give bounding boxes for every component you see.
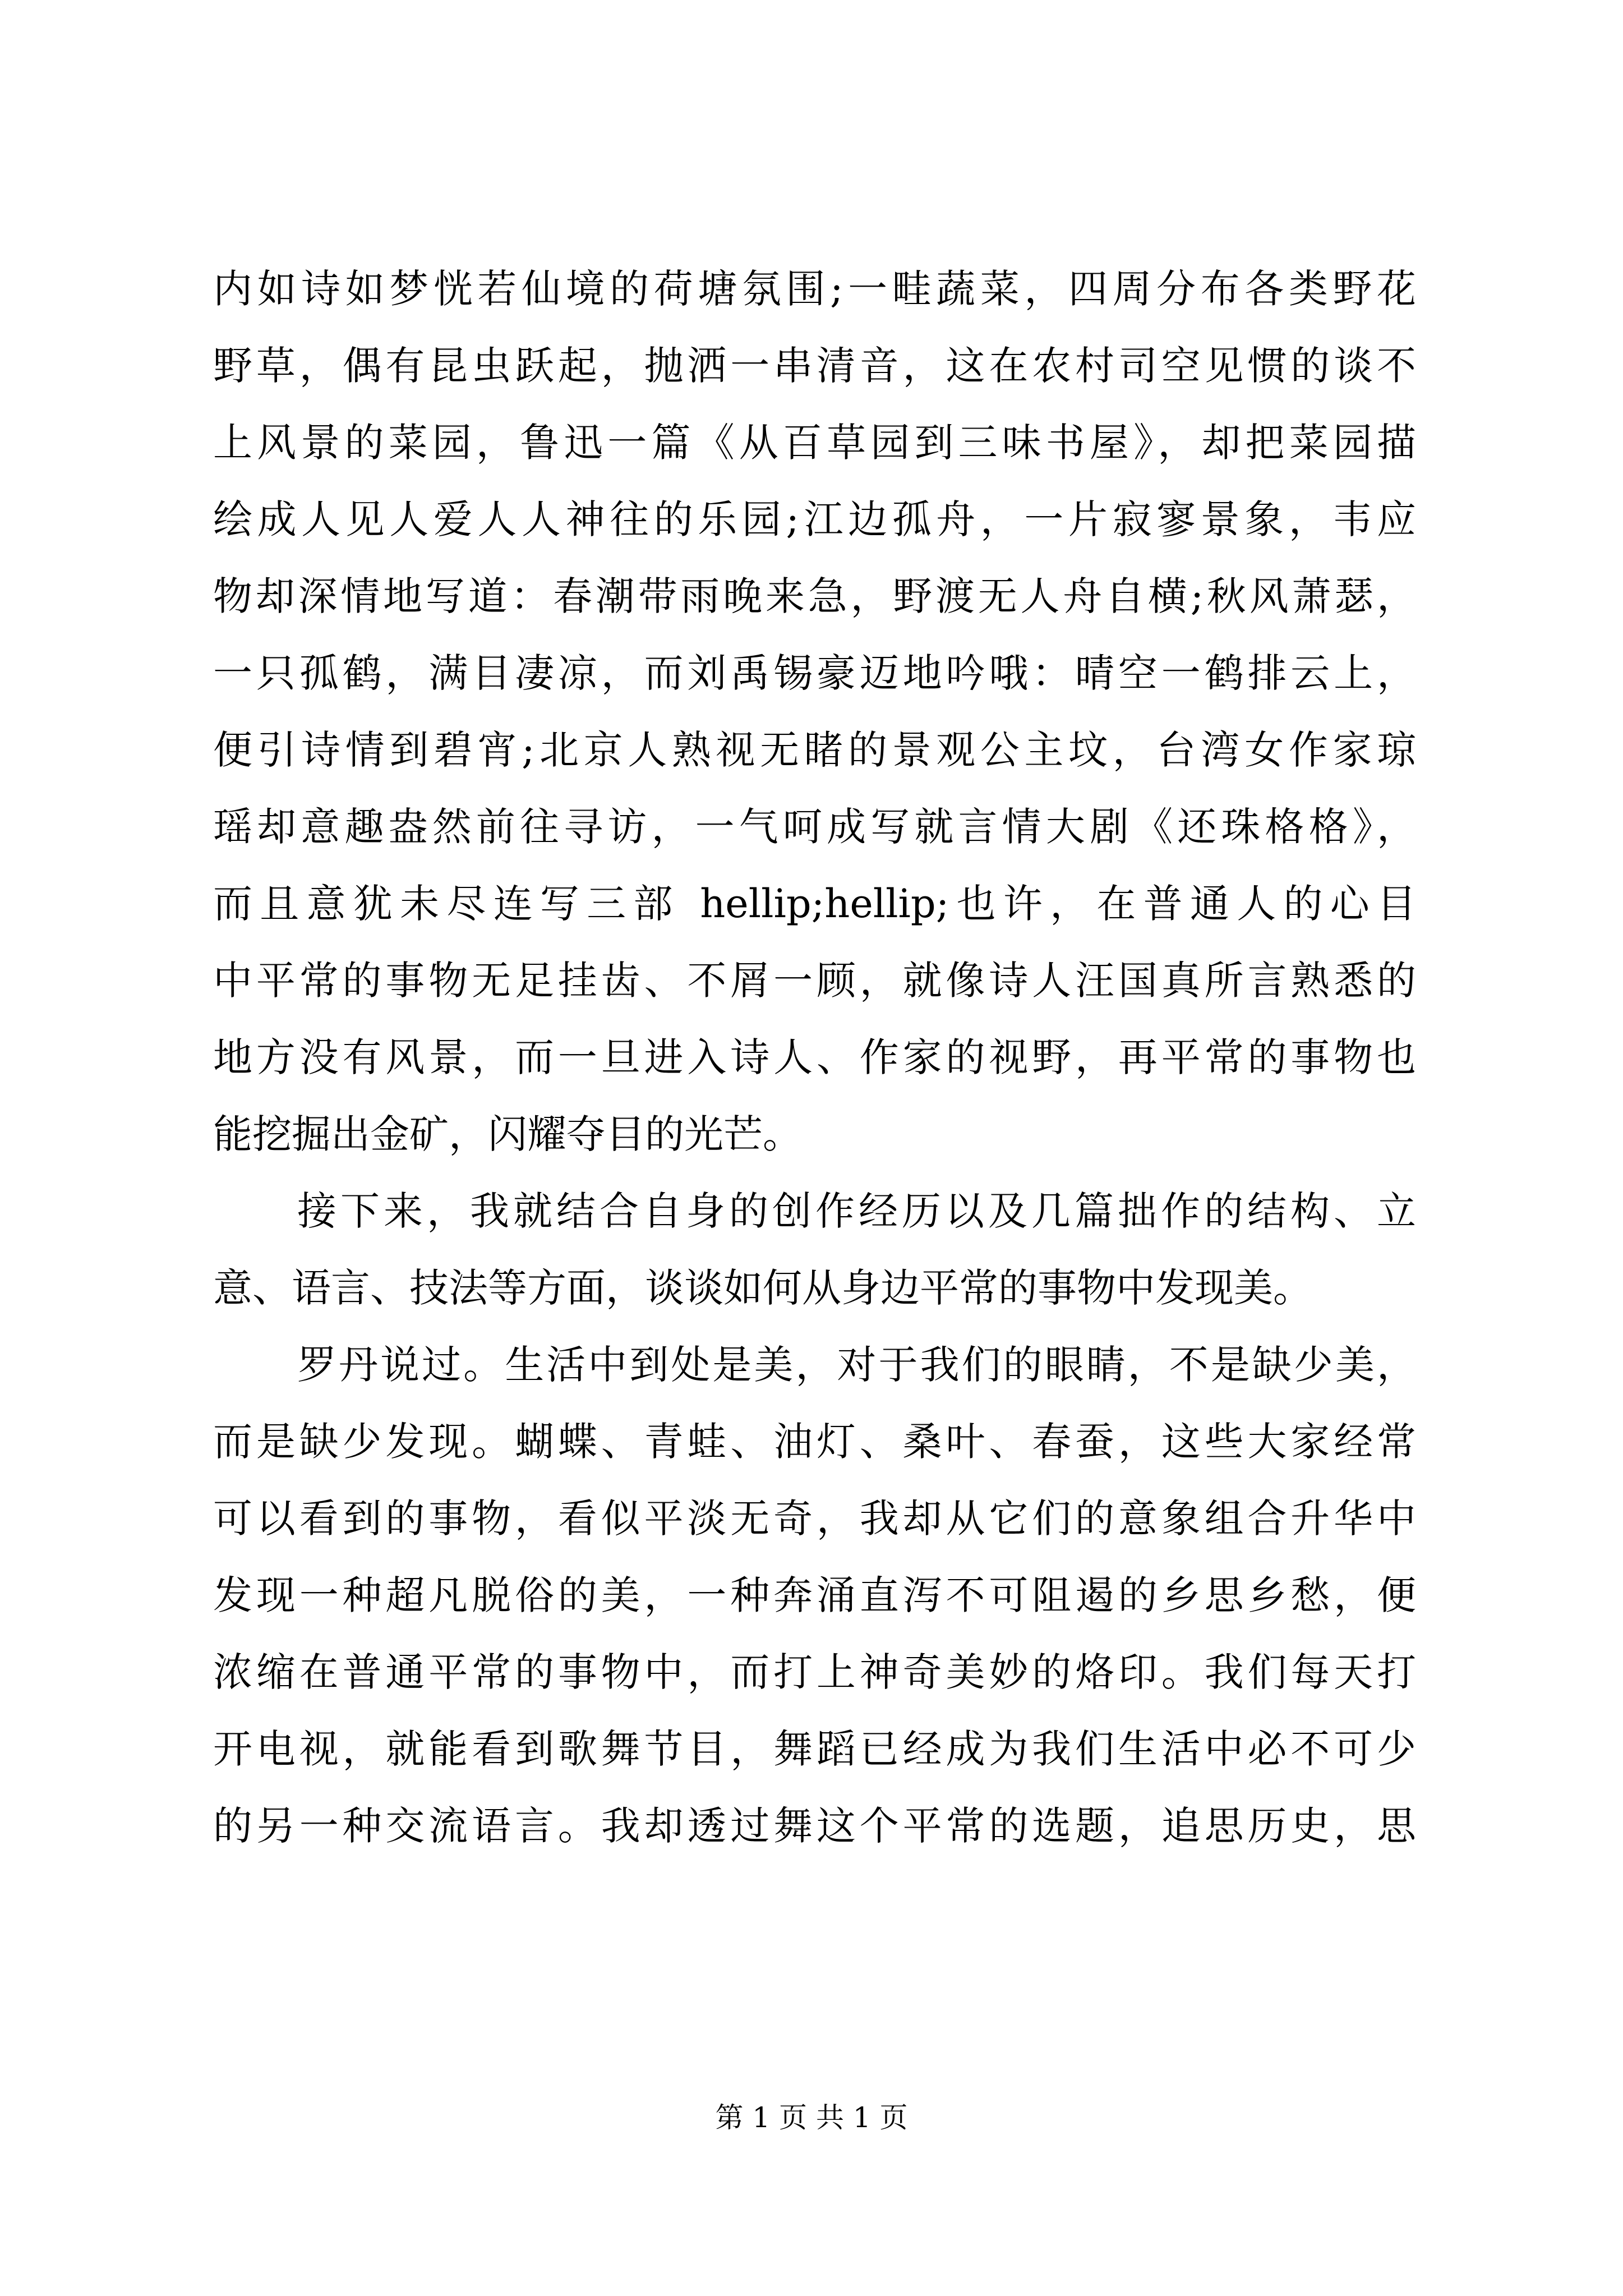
text-line: 发现一种超凡脱俗的美，一种奔涌直泻不可阻遏的乡思乡愁，便 — [213, 1572, 1416, 1618]
text-line: 内如诗如梦恍若仙境的荷塘氛围;一畦蔬菜，四周分布各类野花 — [213, 266, 1416, 312]
page-footer — [0, 2098, 1623, 2137]
text-line: 开电视，就能看到歌舞节目，舞蹈已经成为我们生活中必不可少 — [213, 1726, 1416, 1772]
text-line: 一只孤鹤，满目凄凉，而刘禹锡豪迈地吟哦：晴空一鹤排云上， — [213, 650, 1416, 696]
text-line: 的另一种交流语言。我却透过舞这个平常的选题，追思历史，思 — [213, 1803, 1416, 1849]
text-line: 绘成人见人爱人人神往的乐园;江边孤舟，一片寂寥景象，韦应 — [213, 496, 1416, 542]
text-line: 浓缩在普通平常的事物中，而打上神奇美妙的烙印。我们每天打 — [213, 1649, 1416, 1695]
text-line: 物却深情地写道：春潮带雨晚来急，野渡无人舟自横;秋风萧瑟， — [213, 573, 1416, 619]
text-line: 中平常的事物无足挂齿、不屑一顾，就像诗人汪国真所言熟悉的 — [213, 958, 1416, 1004]
text-line: 而是缺少发现。蝴蝶、青蛙、油灯、桑叶、春蚕，这些大家经常 — [213, 1419, 1416, 1465]
text-line: 能挖掘出金矿，闪耀夺目的光芒。 — [213, 1111, 802, 1157]
text-line-paragraph-start: 接下来，我就结合自身的创作经历以及几篇拙作的结构、立 — [297, 1188, 1416, 1234]
text-line: 意、语言、技法等方面，谈谈如何从身边平常的事物中发现美。 — [213, 1265, 1312, 1311]
text-line: 可以看到的事物，看似平淡无奇，我却从它们的意象组合升华中 — [213, 1496, 1416, 1542]
text-line: 野草，偶有昆虫跃起，抛洒一串清音，这在农村司空见惯的谈不 — [213, 343, 1416, 389]
text-line-paragraph-start: 罗丹说过。生活中到处是美，对于我们的眼睛，不是缺少美， — [297, 1342, 1416, 1388]
text-line: 而且意犹未尽连写三部 hellip;hellip;也许，在普通人的心目 — [213, 881, 1416, 927]
text-line: 上风景的菜园，鲁迅一篇《从百草园到三味书屋》，却把菜园描 — [213, 420, 1416, 466]
text-line: 便引诗情到碧宵;北京人熟视无睹的景观公主坟，台湾女作家琼 — [213, 727, 1416, 773]
text-line: 瑶却意趣盎然前往寻访，一气呵成写就言情大剧《还珠格格》， — [213, 804, 1416, 850]
body-text — [213, 264, 1416, 1878]
text-line: 地方没有风景，而一旦进入诗人、作家的视野，再平常的事物也 — [213, 1034, 1416, 1080]
page-number-label: 第 1 页 共 1 页 — [715, 2101, 908, 2134]
